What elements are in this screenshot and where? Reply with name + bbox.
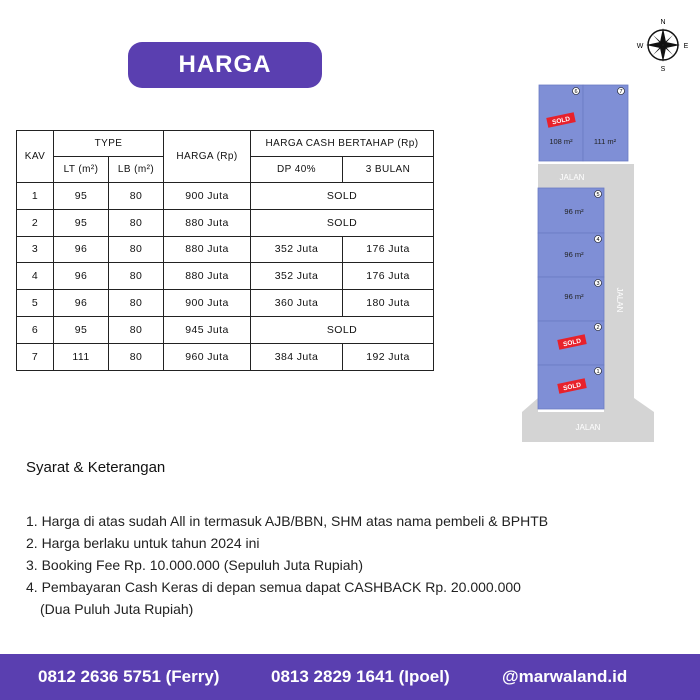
terms-item: 2. Harga berlaku untuk tahun 2024 ini <box>26 535 260 551</box>
road-label-side: JALAN <box>615 287 624 313</box>
cell-lb: 80 <box>109 263 164 290</box>
lot-5 <box>538 188 604 233</box>
header-type: TYPE <box>54 131 164 157</box>
lot-area: 96 m² <box>564 207 584 216</box>
sold-label: SOLD <box>562 381 582 393</box>
terms-item: 1. Harga di atas sudah All in termasuk AJB/BBN, SHM atas nama pembeli & BPHTB <box>26 513 549 529</box>
road-label-bottom: JALAN <box>575 423 601 432</box>
table-row <box>17 209 434 236</box>
cell-status: SOLD <box>251 316 434 343</box>
cell-kav: 3 <box>17 236 54 263</box>
cell-lb: 80 <box>109 183 164 210</box>
lot-number: 5 <box>596 192 600 199</box>
cell-dp: 352 Juta <box>251 263 343 290</box>
cell-harga: 945 Juta <box>164 316 251 343</box>
cell-lt: 111 <box>54 343 109 370</box>
cell-kav: 2 <box>17 209 54 236</box>
header-lt: LT (m²) <box>54 157 109 183</box>
lot-2 <box>538 321 604 365</box>
lot-1 <box>538 365 604 409</box>
cell-dp: 352 Juta <box>251 236 343 263</box>
lot-number: 7 <box>619 89 623 96</box>
cell-kav: 4 <box>17 263 54 290</box>
table-row <box>17 290 434 317</box>
cell-lt: 95 <box>54 209 109 236</box>
lot-7 <box>583 85 628 161</box>
cell-lb: 80 <box>109 209 164 236</box>
cell-lt: 95 <box>54 316 109 343</box>
lot-area: 108 m² <box>549 137 573 146</box>
compass-e: E <box>683 43 689 50</box>
cell-harga: 960 Juta <box>164 343 251 370</box>
cell-lt: 96 <box>54 236 109 263</box>
terms-item-continuation: (Dua Puluh Juta Rupiah) <box>40 601 194 617</box>
cell-lb: 80 <box>109 343 164 370</box>
header-cash: HARGA CASH BERTAHAP (Rp) <box>251 131 434 157</box>
cell-dp: 384 Juta <box>251 343 343 370</box>
compass-icon <box>636 18 690 72</box>
sold-label: SOLD <box>551 115 571 127</box>
lot-number: 6 <box>574 89 578 96</box>
header-harga: HARGA (Rp) <box>164 131 251 183</box>
compass-w: W <box>636 43 644 50</box>
page-title: HARGA <box>178 51 272 78</box>
cell-lb: 80 <box>109 316 164 343</box>
phone-ferry[interactable]: 0812 2636 5751 (Ferry) <box>38 667 220 686</box>
lot-area: 96 m² <box>564 292 584 301</box>
cell-status: SOLD <box>251 209 434 236</box>
terms-item: 4. Pembayaran Cash Keras di depan semua dapat CASHBACK Rp. 20.000.000 <box>26 579 521 595</box>
site-plan <box>520 80 660 450</box>
lot-number: 1 <box>596 369 600 376</box>
header-lb: LB (m²) <box>109 157 164 183</box>
phone-ipoel[interactable]: 0813 2829 1641 (Ipoel) <box>271 667 450 686</box>
lot-4 <box>538 233 604 277</box>
terms-list <box>26 510 686 620</box>
social-handle[interactable]: @marwaland.id <box>502 667 628 686</box>
road-horizontal-top <box>538 164 634 188</box>
cell-kav: 5 <box>17 290 54 317</box>
compass-s: S <box>660 66 666 72</box>
table-row <box>17 236 434 263</box>
header-kav: KAV <box>17 131 54 183</box>
contact-footer <box>0 654 700 700</box>
cell-lt: 96 <box>54 263 109 290</box>
table-row <box>17 316 434 343</box>
sold-label: SOLD <box>562 337 582 349</box>
cell-harga: 880 Juta <box>164 209 251 236</box>
cell-lb: 80 <box>109 236 164 263</box>
compass-n: N <box>660 19 666 26</box>
cell-harga: 880 Juta <box>164 263 251 290</box>
header-dp: DP 40% <box>251 157 343 183</box>
lot-6 <box>539 85 583 161</box>
terms-title: Syarat & Keterangan <box>26 459 166 476</box>
cell-dp: 360 Juta <box>251 290 343 317</box>
table-row <box>17 263 434 290</box>
cell-lb: 80 <box>109 290 164 317</box>
lot-number: 3 <box>596 281 600 288</box>
cell-harga: 880 Juta <box>164 236 251 263</box>
terms-item: 3. Booking Fee Rp. 10.000.000 (Sepuluh Juta Rupiah) <box>26 557 364 573</box>
cell-harga: 900 Juta <box>164 290 251 317</box>
lot-area: 111 m² <box>593 137 617 146</box>
lot-number: 2 <box>596 325 600 332</box>
cell-bulan: 180 Juta <box>343 290 434 317</box>
table-row <box>17 183 434 210</box>
lot-area: 96 m² <box>564 250 584 259</box>
lot-3 <box>538 277 604 321</box>
cell-kav: 7 <box>17 343 54 370</box>
lot-number: 4 <box>596 237 600 244</box>
cell-lt: 96 <box>54 290 109 317</box>
table-row <box>17 343 434 370</box>
cell-bulan: 176 Juta <box>343 263 434 290</box>
price-table <box>16 130 434 371</box>
cell-harga: 900 Juta <box>164 183 251 210</box>
cell-kav: 6 <box>17 316 54 343</box>
cell-bulan: 176 Juta <box>343 236 434 263</box>
road-label-top: JALAN <box>559 173 585 182</box>
cell-kav: 1 <box>17 183 54 210</box>
cell-lt: 95 <box>54 183 109 210</box>
cell-status: SOLD <box>251 183 434 210</box>
header-bulan: 3 BULAN <box>343 157 434 183</box>
title-banner <box>128 42 322 88</box>
cell-bulan: 192 Juta <box>343 343 434 370</box>
